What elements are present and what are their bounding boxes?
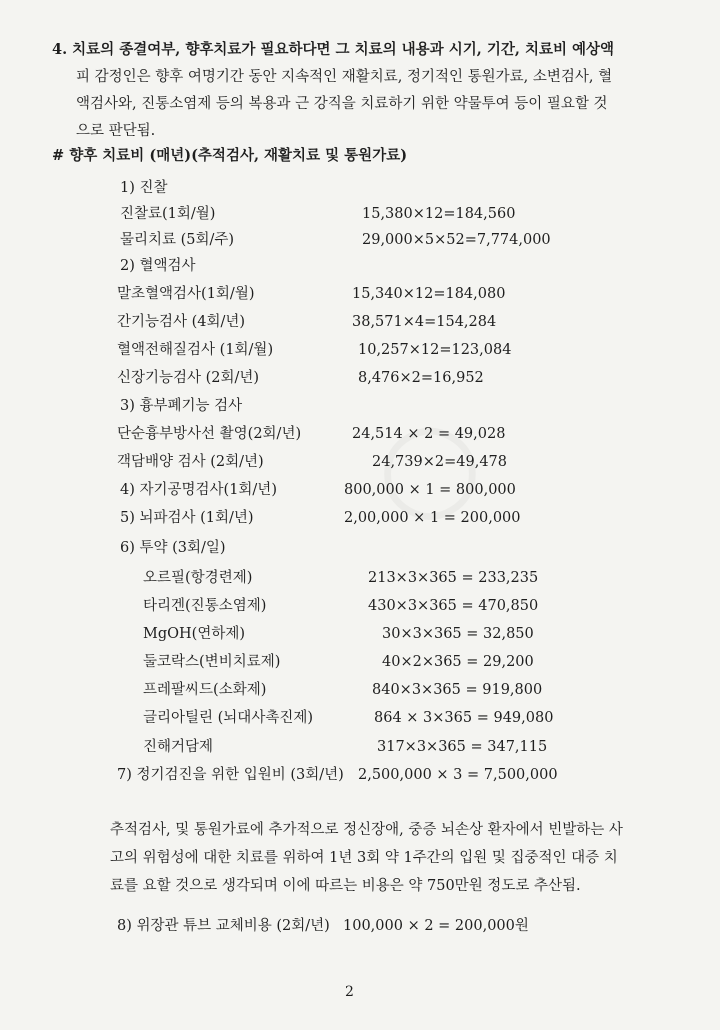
intro-line-3: 액검사와, 진통소염제 등의 복용과 근 강직을 치료하기 위한 약물투여 등이 필요할 것 xyxy=(76,96,608,112)
drug-label-7: 진해거담제 xyxy=(143,739,214,755)
section-6-title: 6) 투약 (3회/일) xyxy=(120,540,226,556)
paragraph-line-2: 고의 위험성에 대한 치료를 위하여 1년 3회 약 1주간의 입원 및 집중적인 대증 치 xyxy=(110,850,618,866)
row-label-consult: 진찰료(1회/월) xyxy=(120,206,216,222)
row-calc-liver: 38,571×4=154,284 xyxy=(352,314,497,330)
row-label-electrolyte: 혈액전해질검사 (1회/월) xyxy=(117,342,274,358)
section-8-title: 8) 위장관 튜브 교체비용 (2회/년) xyxy=(117,918,330,934)
intro-line-4: 으로 판단됨. xyxy=(76,123,156,139)
row-label-physio: 물리치료 (5회/주) xyxy=(120,232,235,248)
section-4-title: 4) 자기공명검사(1회/년) xyxy=(120,482,277,498)
row-label-kidney: 신장기능검사 (2회/년) xyxy=(117,370,260,386)
paragraph-line-3: 료를 요할 것으로 생각되며 이에 따르는 비용은 약 750만원 정도로 추산됨. xyxy=(110,878,581,894)
drug-label-1: 오르필(항경련제) xyxy=(143,570,253,586)
row-calc-admission: 2,500,000 × 3 = 7,500,000 xyxy=(358,767,558,783)
row-calc-kidney: 8,476×2=16,952 xyxy=(358,370,484,386)
intro-line-1: 4. 치료의 종결여부, 향후치료가 필요하다면 그 치료의 내용과 시기, 기간, 치료비 예상액 xyxy=(52,41,615,58)
intro-line-2: 피 감정인은 향후 여명기간 동안 지속적인 재활치료, 정기적인 통원가료, 소변검사, 혈 xyxy=(76,69,613,85)
drug-label-2: 타리겐(진통소염제) xyxy=(143,598,267,614)
drug-calc-6: 864 × 3×365 = 949,080 xyxy=(374,710,554,726)
section-heading: # 향후 치료비 (매년)(추적검사, 재활치료 및 통원가료) xyxy=(52,147,408,164)
drug-calc-3: 30×3×365 = 32,850 xyxy=(382,626,534,642)
drug-label-3: MgOH(연하제) xyxy=(143,626,245,642)
row-label-cbc: 말초혈액검사(1회/월) xyxy=(117,286,255,302)
row-label-liver: 간기능검사 (4회/년) xyxy=(117,314,246,330)
section-7-title: 7) 정기검진을 위한 입원비 (3회/년) xyxy=(117,767,344,783)
section-5-title: 5) 뇌파검사 (1회/년) xyxy=(120,510,254,526)
row-calc-sputum: 24,739×2=49,478 xyxy=(372,454,507,470)
section-2-title: 2) 혈액검사 xyxy=(120,258,196,274)
row-calc-consult: 15,380×12=184,560 xyxy=(362,206,516,222)
row-calc-eeg: 2,00,000 × 1 = 200,000 xyxy=(344,510,521,526)
section-1-title: 1) 진찰 xyxy=(120,180,168,196)
drug-label-4: 둘코락스(변비치료제) xyxy=(143,654,281,670)
drug-label-5: 프레팔씨드(소화제) xyxy=(143,682,267,698)
page-number: 2 xyxy=(345,984,354,1000)
row-calc-cbc: 15,340×12=184,080 xyxy=(352,286,506,302)
row-calc-mri: 800,000 × 1 = 800,000 xyxy=(344,482,516,498)
drug-calc-1: 213×3×365 = 233,235 xyxy=(368,570,539,586)
row-calc-physio: 29,000×5×52=7,774,000 xyxy=(362,232,551,248)
row-label-sputum: 객담배양 검사 (2회/년) xyxy=(117,454,264,470)
drug-label-6: 글리아틸린 (뇌대사촉진제) xyxy=(143,710,313,726)
row-label-xray: 단순흉부방사선 촬영(2회/년) xyxy=(117,426,302,442)
drug-calc-4: 40×2×365 = 29,200 xyxy=(382,654,534,670)
row-calc-tube: 100,000 × 2 = 200,000원 xyxy=(343,918,529,934)
paragraph-line-1: 추적검사, 및 통원가료에 추가적으로 정신장애, 중증 뇌손상 환자에서 빈발하는 사 xyxy=(110,822,623,838)
drug-calc-7: 317×3×365 = 347,115 xyxy=(377,739,548,755)
row-calc-electrolyte: 10,257×12=123,084 xyxy=(358,342,512,358)
drug-calc-2: 430×3×365 = 470,850 xyxy=(368,598,539,614)
drug-calc-5: 840×3×365 = 919,800 xyxy=(372,682,543,698)
row-calc-xray: 24,514 × 2 = 49,028 xyxy=(352,426,506,442)
section-3-title: 3) 흉부폐기능 검사 xyxy=(120,398,243,414)
